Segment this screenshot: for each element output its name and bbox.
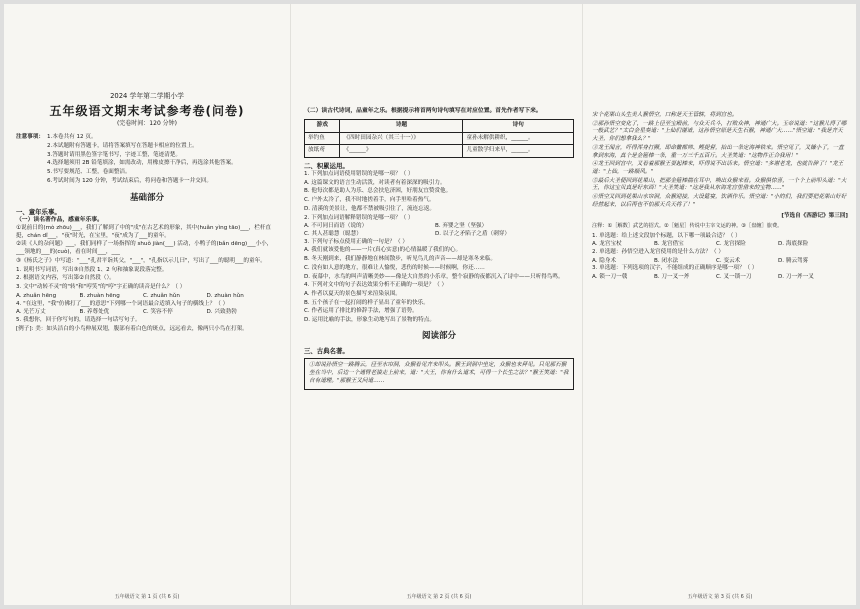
option: D. 运用比喻的手法，形象生动地写出了景物的特点。 [304, 317, 435, 324]
note-item: 4.选择题须用 2B 铅笔填涂，如需改动，用橡皮擦干净后，再选涂其他答案。 [46, 160, 237, 167]
option: A. 龙宫宝杖 [592, 241, 622, 248]
option: B. 养尊处优 [79, 309, 110, 316]
option: A. 这篇课文的语言生动活泼，对读者有着深深的吸引力。 [304, 179, 446, 186]
passage-source: [节选自《西游记》第三回] [781, 212, 848, 219]
option: D. 夜幕中，水鸟的叫声清晰美妙——像是大自然的小乐章，整个寂静的夜都沉入了诗中——只听得鸟鸣。 [304, 273, 564, 280]
question-1: 1. 下列加点词语使用错误的是哪一项？（ ） [304, 170, 414, 177]
passage-paragraph: ③龙王闻言，吓得浑身打颤，即命鳖都帅、鲤提督，抬出一条定海神铁来。悟空见了，又嫌小了，一直拿到东海，真个是金箍棒一条，重一万三千五百斤。大圣笑道："这物件正合我用！" [592, 144, 844, 159]
notes-label: 注意事项： [16, 134, 44, 141]
poem-table [304, 119, 574, 158]
page-footer: 五年级语文 第 3 页 (共 6 页) [687, 594, 753, 601]
option: D. zhuàn hǔn [206, 292, 244, 299]
exam-notes [16, 134, 278, 186]
passage-paragraph: ⑥悟空又回到花果山水帘洞，众猴迎接，大设筵宴，饮酒作乐。悟空道："小的们，我们要把花果山好好经营起来，以后再也不怕那天兵天将了！" [592, 194, 847, 208]
option: B. 弃婴之坚（坚强） [435, 223, 488, 230]
question-1-options [592, 241, 848, 249]
question-3: 3. 文中"动转不灵"的"转"和"哼笑"的"哼"字正确的读音是什么？（ ） [16, 284, 186, 291]
question-text: ③《杨氏之子》中写道："___"孔君平诣其父，"___"，"孔指以示儿曰"，写出了___的聪明___的童年。 [16, 257, 266, 264]
option: C. 叉一锁一刀 [716, 274, 752, 281]
table-header-row [305, 119, 574, 132]
option: C. zhuǎn hǔn [143, 292, 180, 299]
passage-continued [592, 112, 848, 210]
part-heading: 三、古典名著。 [304, 346, 349, 355]
passage-paragraph: ④龙王回到宫中，又看着那猴王耍起棒来，吓得说不出话来。悟空道："多谢老龙，也就告辞了！"龙王道："上仙，一路顺风。" [592, 161, 844, 176]
option: D. 海底探险 [778, 241, 809, 248]
question-4-options [16, 309, 278, 317]
option: B. 龙宫借宝 [654, 241, 684, 248]
question-5: 5. 我想你，回于你写句的，请选择一句话写句子。 [16, 316, 141, 323]
question-1: 1. 单选题：给上述文段加个标题，以下哪一项最合适？（ ） [592, 232, 741, 239]
note-item: 2.本试题附有答题卡，请将答案填写在答题卡相应的位置上。 [46, 142, 198, 149]
question-5-example: [例子]: 美：如头洁白的小鸟伸展双翅，腹部有着白色的斑点，远远看去，像两只小鸟在打架。 [16, 325, 248, 332]
option: C. 其人甚聪慧（聪慧） [304, 231, 362, 237]
option: C. 笑容不停 [143, 309, 173, 316]
section-title-basics: 基础部分 [129, 192, 164, 203]
option: A. 不可同日而语（说的） [304, 223, 368, 230]
option: B. 闭水法 [654, 257, 679, 264]
reading-passage: ①却说孙悟空一路腾云，径至水帘洞，众猴看见齐来叩头。猴王到洞中坐定，众猴也来拜见。只见那石猴坐在当中，后边一个通臂老猿走上前来，道："大王，你有什么道术，可得一个长生之法？"猴王笑道："我自有道理。"那猴王又问道…… [304, 358, 574, 389]
option: B. 他每次都是助人为乐、总会扶危济困，好朋友宜赞赏他。 [304, 188, 452, 195]
table-cell: 童孙未解供耕织，______。 [463, 132, 574, 145]
option: C. 变云术 [716, 257, 741, 264]
option: C. 龙宫探险 [716, 241, 746, 248]
option: C. 没有如人意的地方，很难让人愉悦，悲伤的时候——时候啊，你还…… [304, 264, 485, 271]
question-text: ①说前日的(mò zhōu)___，我们了解到了中的"戌"在古艺术的形象，其中(huǎn yìng tāo)___，栏杆直挺，chán dǐ___，"夜"时光，在宝里，"夜"成为了___的童年。 [16, 225, 272, 239]
table-cell: 儿童散学归来早，______。 [463, 145, 574, 158]
option: A. 隐身术 [592, 257, 617, 264]
note-item: 5.书写要规范、工整，卷面整洁。 [46, 169, 131, 176]
table-header-cell: 诗句 [463, 119, 574, 132]
option: C. 作者运用了排比的修辞手法，增强了语势。 [304, 308, 418, 315]
fold-line [290, 4, 291, 605]
option: B. zhuàn hēng [79, 292, 120, 299]
option: A. 我们就该爱他的——一片(真心实意)的心情温暖了我们的心。 [304, 247, 462, 254]
exam-title: 五年级语文期末考试参考卷(问卷) [49, 104, 245, 119]
table-row [305, 132, 574, 145]
question-3: 3. 下列句子标点使用正确的一句是？（ ） [304, 238, 408, 245]
option: C. 户外太冷了，我不时地搓着手，向手里哈着热气。 [304, 197, 435, 204]
section-title-reading: 阅读部分 [421, 330, 456, 341]
page-1-column [16, 4, 278, 605]
option: D. 以子之矛陷子之盾（刺穿） [435, 231, 510, 237]
question-3-options [16, 293, 278, 301]
question-2: 2. 根据语文内容，写出第②自然段（）。 [16, 275, 115, 282]
question-3: 3. 单选题：下列选项的汉字，不能组成的正确顺序是哪一项？（ ） [592, 265, 758, 272]
passage-annotations: 注释：①［解数］武艺的招式。②［魁星］传说中主宰文运的神。③［盘缠］旅费。 [592, 223, 783, 230]
note-item: 3.答题时请用黑色签字笔书写，字迹工整，笔迹清楚。 [46, 151, 181, 158]
note-item: 6.考试时间为 120 分钟，考试结束后，将问卷和答题卡一并交回。 [46, 177, 212, 184]
part-heading: 二、积累运用。 [304, 162, 349, 171]
option: B. 刀一叉一斧 [654, 274, 690, 281]
school-heading: 2024 学年第二学期小学 [110, 92, 184, 100]
passage-paragraph: ⑤最后大圣便回到花果山，把那金箍棒揣在耳中，唤出众猴来看。众猴俱惊喜，一个个上前叩头道："大王，你这宝贝真是好东西！"大圣笑道："这是我从东海龙宫里借来的宝物……" [592, 177, 847, 192]
option: D. 清溪的美景让，他都不禁被吸引住了，流连忘返。 [304, 205, 435, 212]
question-2-options [304, 223, 574, 231]
option: D. 兴致勃勃 [206, 309, 237, 316]
question-1: 1. 说明书写词语，写出③自然段 1、2 句和抽象说段落完整。 [16, 266, 168, 273]
note-item: 1.本卷共有 12 页。 [46, 134, 97, 141]
page-footer: 五年级语文 第 2 页 (共 6 页) [406, 594, 472, 601]
table-cell: 《______》 [340, 145, 463, 158]
exam-time: (完卷时间：120 分钟) [116, 119, 178, 127]
option: D. 刀一斧一叉 [778, 274, 814, 281]
part-heading: 一、童年乐事。 [16, 208, 61, 217]
page-3-column [592, 4, 848, 605]
subpart-heading: （二）读古代诗词，品童年之乐。根据提示将首两句诗句填写在对应位置。首先作者写下来。 [304, 108, 542, 114]
table-header-cell: 游戏 [305, 119, 340, 132]
question-2: 2. 下列加点词语解释错误的是哪一项？（ ） [304, 214, 414, 221]
fold-line [582, 4, 583, 605]
question-4: 4. 下列对文中的句子表达效果分析不正确的一项是？（ ） [304, 282, 448, 289]
passage-paragraph: ②那孙悟空变化了，一路上径至宝殿前，与众天兵斗，打败众神，神通广大。玉帝说道："这猴儿得了哪一般武艺？"太白金星奏道："上仙们谨请，这孙悟空原是天生石猴，神通广大……"悟空道："我是齐天大圣，你们想拿我么？" [592, 120, 847, 143]
passage-paragraph: 宋个花果山头生美人猴悟空，口称是天王管辖，将到宫也。 [592, 112, 738, 118]
question-text: ②读《人的杂问题》___，我们同样了一场指挥的 shuǒ jiàn(___) 活动，小鸭子的(bǎn dēng)___小小，___领地的___的(cuò)，看在时间___，___ [16, 241, 273, 256]
option: A. zhuǎn hēng [16, 292, 57, 299]
page-2-column [304, 4, 574, 605]
exam-sheet [4, 4, 856, 605]
option: A. 锁一刀一戟 [592, 274, 628, 281]
subpart-heading: （一）读名著作品，感童年乐事。 [16, 217, 103, 224]
table-cell: 放纸鸢 [305, 145, 340, 158]
option: B. 五个孩子在一起打闹的样子显出了童年的快乐。 [304, 299, 429, 306]
question-4: 4. "在这里，"我"仿佛打了___的意思"下列哪一个词语最合适填入句子的横线上？（ ） [16, 300, 229, 307]
table-header-cell: 诗题 [340, 119, 463, 132]
question-2: 2. 单选题：孙悟空进入龙宫使用的是什么方法？（ ） [592, 248, 724, 255]
table-row [305, 145, 574, 158]
page-footer: 五年级语文 第 1 页 (共 6 页) [114, 594, 180, 601]
question-3-options [592, 274, 848, 282]
option: A. 作者以夏天的景色描写来渲染氛围。 [304, 291, 401, 298]
notes-list [47, 134, 237, 186]
table-cell: 举钓鱼 [305, 132, 340, 145]
option: A. 光芒万丈 [16, 309, 46, 316]
question-2-options [304, 231, 574, 239]
table-cell: 《四时田园杂兴（其三十一）》 [340, 132, 463, 145]
option: D. 腾云驾雾 [778, 257, 809, 264]
option: B. 冬天刚到来，我们静静地在林间散步，听见鸟儿的声音——却是寒冬来临。 [304, 256, 496, 263]
